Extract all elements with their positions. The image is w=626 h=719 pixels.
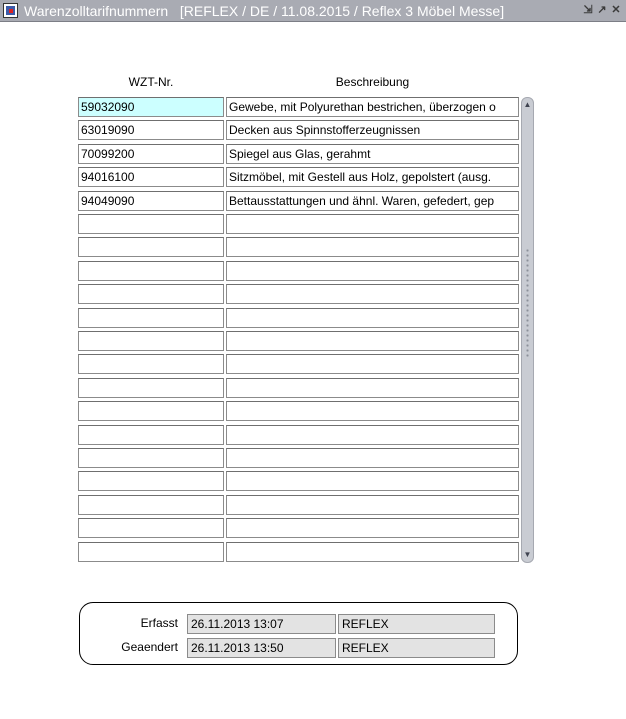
wzt-nr-cell[interactable] [78, 331, 224, 351]
beschreibung-cell[interactable] [226, 518, 519, 538]
beschreibung-cell[interactable] [226, 471, 519, 491]
audit-panel [79, 602, 518, 665]
wzt-nr-cell[interactable] [78, 401, 224, 421]
wzt-nr-cell[interactable] [78, 518, 224, 538]
beschreibung-cell[interactable]: Decken aus Spinnstofferzeugnissen [226, 120, 519, 140]
changed-label: Geaendert [121, 640, 178, 654]
column-header-wzt-nr: WZT-Nr. [128, 75, 174, 89]
wzt-nr-cell[interactable] [78, 214, 224, 234]
beschreibung-cell[interactable] [226, 425, 519, 445]
beschreibung-cell[interactable] [226, 448, 519, 468]
beschreibung-cell[interactable] [226, 261, 519, 281]
changed-date-field: 26.11.2013 13:50 [187, 638, 336, 658]
wzt-nr-cell[interactable] [78, 284, 224, 304]
wzt-nr-cell[interactable]: 63019090 [78, 120, 224, 140]
wzt-nr-cell[interactable] [78, 378, 224, 398]
title-bar [0, 0, 626, 22]
beschreibung-cell[interactable]: Gewebe, mit Polyurethan bestrichen, überzogen o [226, 97, 519, 117]
wzt-nr-cell[interactable]: 59032090 [78, 97, 224, 117]
scrollbar-grip[interactable] [525, 248, 530, 358]
vertical-scrollbar[interactable] [521, 97, 534, 563]
beschreibung-cell[interactable]: Spiegel aus Glas, gerahmt [226, 144, 519, 164]
minimize-icon[interactable]: ⇲ [583, 4, 593, 16]
beschreibung-cell[interactable] [226, 331, 519, 351]
app-icon [3, 3, 18, 18]
wzt-nr-cell[interactable] [78, 448, 224, 468]
beschreibung-cell[interactable] [226, 495, 519, 515]
beschreibung-cell[interactable] [226, 308, 519, 328]
created-user-field: REFLEX [338, 614, 495, 634]
changed-user-field: REFLEX [338, 638, 495, 658]
beschreibung-cell[interactable] [226, 237, 519, 257]
beschreibung-cell[interactable] [226, 284, 519, 304]
wzt-nr-cell[interactable] [78, 237, 224, 257]
wzt-nr-cell[interactable]: 70099200 [78, 144, 224, 164]
maximize-icon[interactable]: ↗ [597, 4, 607, 16]
scroll-up-icon[interactable]: ▲ [523, 100, 532, 109]
beschreibung-cell[interactable] [226, 214, 519, 234]
close-icon[interactable]: ✕ [611, 4, 621, 16]
beschreibung-cell[interactable]: Sitzmöbel, mit Gestell aus Holz, gepolstert (ausg. [226, 167, 519, 187]
beschreibung-cell[interactable] [226, 354, 519, 374]
wzt-nr-cell[interactable]: 94049090 [78, 191, 224, 211]
wzt-nr-cell[interactable] [78, 354, 224, 374]
beschreibung-cell[interactable]: Bettausstattungen und ähnl. Waren, gefedert, gep [226, 191, 519, 211]
scroll-down-icon[interactable]: ▼ [523, 550, 532, 559]
wzt-nr-cell[interactable] [78, 308, 224, 328]
window-title: Warenzolltarifnummern [REFLEX / DE / 11.08.2015 / Reflex 3 Möbel Messe] [24, 3, 505, 19]
wzt-nr-cell[interactable] [78, 425, 224, 445]
created-label: Erfasst [140, 616, 178, 630]
wzt-nr-cell[interactable] [78, 471, 224, 491]
column-header-beschreibung: Beschreibung [335, 75, 410, 89]
wzt-nr-cell[interactable] [78, 495, 224, 515]
beschreibung-cell[interactable] [226, 378, 519, 398]
wzt-nr-cell[interactable] [78, 542, 224, 562]
wzt-nr-cell[interactable] [78, 261, 224, 281]
beschreibung-cell[interactable] [226, 401, 519, 421]
beschreibung-cell[interactable] [226, 542, 519, 562]
wzt-nr-cell[interactable]: 94016100 [78, 167, 224, 187]
created-date-field: 26.11.2013 13:07 [187, 614, 336, 634]
